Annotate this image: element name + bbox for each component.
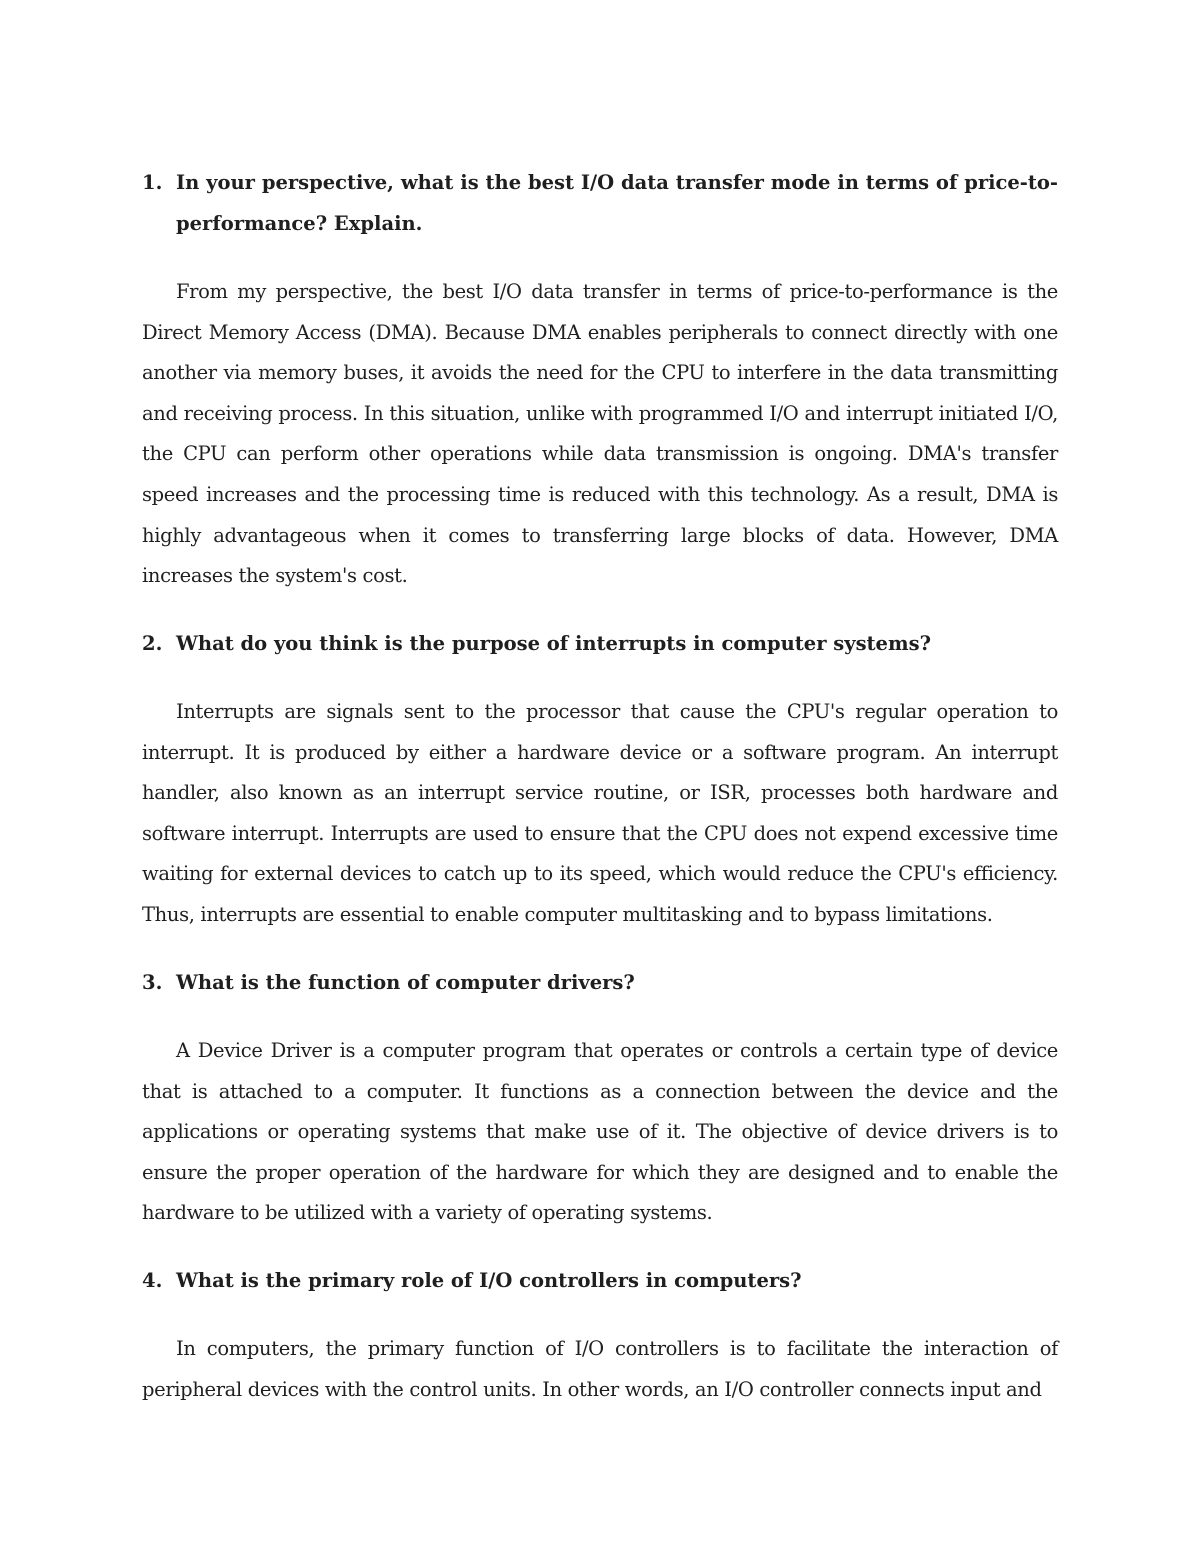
question-1-number: 1. <box>142 171 163 194</box>
question-1-text: In your perspective, what is the best I/O data transfer mode in terms of price-to-performance? Explain. <box>176 171 1058 235</box>
question-1-heading <box>142 163 1058 244</box>
question-4-heading <box>142 1261 1058 1302</box>
answer-4-paragraph: In computers, the primary function of I/O controllers is to facilitate the interaction of peripheral devices with the control units. In other words, an I/O controller connects input and <box>142 1337 1058 1401</box>
question-2-number: 2. <box>142 632 163 655</box>
question-4-number: 4. <box>142 1269 163 1292</box>
question-4-text: What is the primary role of I/O controllers in computers? <box>176 1269 802 1292</box>
question-2-text: What do you think is the purpose of interrupts in computer systems? <box>176 632 931 655</box>
question-3-heading <box>142 963 1058 1004</box>
answer-3-paragraph: A Device Driver is a computer program that operates or controls a certain type of device that is attached to a computer. It functions as a connection between the device and the applications or operating systems that make use of it. The objective of device drivers is to ensure the proper operation of the hardware for which they are designed and to enable the hardware to be utilized with a variety of operating systems. <box>142 1039 1058 1225</box>
question-2-heading <box>142 624 1058 665</box>
question-3-text: What is the function of computer drivers? <box>176 971 635 994</box>
answer-2-paragraph: Interrupts are signals sent to the processor that cause the CPU's regular operation to interrupt. It is produced by either a hardware device or a software program. An interrupt handler, also known as an interrupt service routine, or ISR, processes both hardware and software interrupt. Interrupts are used to ensure that the CPU does not expend excessive time waiting for external devices to catch up to its speed, which would reduce the CPU's efficiency. Thus, interrupts are essential to enable computer multitasking and to bypass limitations. <box>142 700 1058 926</box>
answer-1-paragraph: From my perspective, the best I/O data transfer in terms of price-to-performance is the Direct Memory Access (DMA). Because DMA enables peripherals to connect directly with one another via memory buses, it avoids the need for the CPU to interfere in the data transmitting and receiving process. In this situation, unlike with programmed I/O and interrupt initiated I/O, the CPU can perform other operations while data transmission is ongoing. DMA's transfer speed increases and the processing time is reduced with this technology. As a result, DMA is highly advantageous when it comes to transferring large blocks of data. However, DMA increases the system's cost. <box>142 280 1058 588</box>
question-3-number: 3. <box>142 971 163 994</box>
